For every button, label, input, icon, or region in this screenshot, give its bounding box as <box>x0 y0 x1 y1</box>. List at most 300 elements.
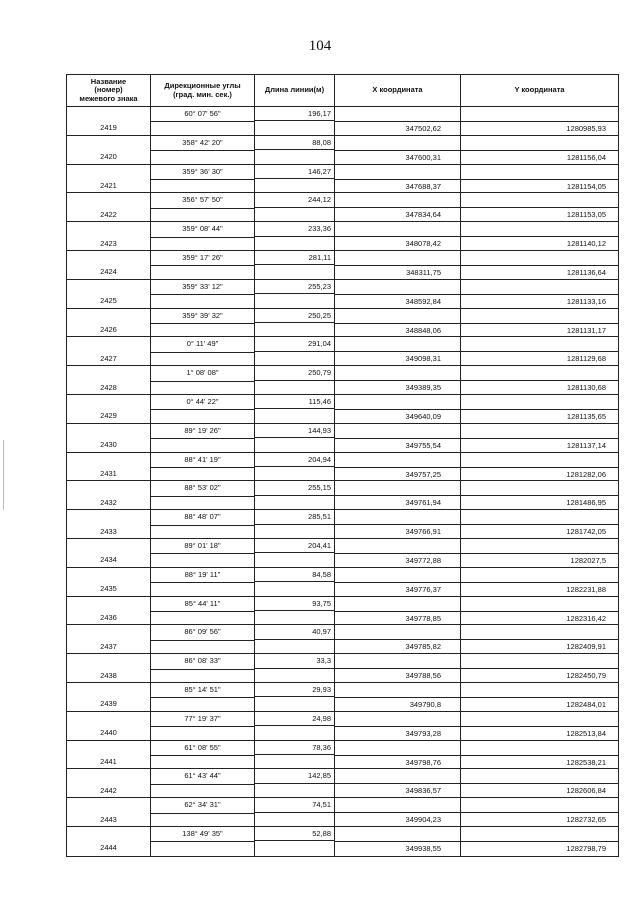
line-length-column-cell <box>255 568 335 596</box>
line-length-cell: 255,15 <box>255 481 334 495</box>
table-row <box>67 597 618 626</box>
direction-angle-column-cell <box>151 136 255 164</box>
line-length-column-cell <box>255 712 335 740</box>
x-coordinate-column-cell <box>335 654 461 682</box>
y-coordinate-column-cell <box>461 798 618 826</box>
direction-angle-cell: 86° 08' 33" <box>151 654 254 669</box>
marker-name-cell: 2427 <box>100 353 117 363</box>
y-coordinate-cell: 1282027,5 <box>461 553 618 567</box>
header-name-column <box>67 75 151 106</box>
x-coordinate-column-cell <box>335 481 461 509</box>
x-coordinate-column-cell <box>335 625 461 653</box>
marker-name-cell: 2422 <box>100 209 117 219</box>
table-row <box>67 741 618 770</box>
direction-angle-column-cell <box>151 741 255 769</box>
direction-angle-cell: 61° 08' 55" <box>151 741 254 756</box>
marker-name-column-cell <box>67 280 151 308</box>
y-coordinate-cell: 1281156,04 <box>461 150 618 164</box>
direction-angle-column-cell <box>151 280 255 308</box>
x-coordinate-cell: 349776,37 <box>335 582 460 596</box>
marker-name-column-cell <box>67 741 151 769</box>
direction-angle-cell: 356° 57' 50" <box>151 193 254 208</box>
table-row <box>67 798 618 827</box>
y-coordinate-column-cell <box>461 827 618 856</box>
direction-angle-column-cell <box>151 568 255 596</box>
y-coordinate-cell: 1282798,79 <box>461 841 618 855</box>
marker-name-cell: 2443 <box>100 814 117 824</box>
marker-name-column-cell <box>67 193 151 221</box>
marker-name-column-cell <box>67 222 151 250</box>
line-length-column-cell <box>255 136 335 164</box>
table-row <box>67 510 618 539</box>
y-coordinate-column-cell <box>461 712 618 740</box>
line-length-column-cell <box>255 683 335 711</box>
table-row <box>67 625 618 654</box>
x-coordinate-column-cell <box>335 827 461 856</box>
line-length-column-cell <box>255 597 335 625</box>
table-row <box>67 481 618 510</box>
x-coordinate-column-cell <box>335 107 461 135</box>
y-coordinate-column-cell <box>461 568 618 596</box>
x-coordinate-column-cell <box>335 222 461 250</box>
header-name-line-1: Название <box>90 76 127 86</box>
table-row <box>67 453 618 482</box>
x-coordinate-column-cell <box>335 683 461 711</box>
marker-name-column-cell <box>67 309 151 337</box>
header-angles-column <box>151 75 255 106</box>
table-row <box>67 193 618 222</box>
x-coordinate-column-cell <box>335 712 461 740</box>
marker-name-cell: 2441 <box>100 756 117 766</box>
y-coordinate-column-cell <box>461 337 618 365</box>
x-coordinate-cell: 348592,84 <box>335 294 460 308</box>
line-length-column-cell <box>255 481 335 509</box>
marker-name-cell: 2419 <box>100 123 117 133</box>
direction-angle-column-cell <box>151 539 255 567</box>
table-row <box>67 136 618 165</box>
table-row <box>67 309 618 338</box>
y-coordinate-cell: 1281140,12 <box>461 236 618 250</box>
x-coordinate-cell: 349778,85 <box>335 611 460 625</box>
x-coordinate-cell: 349389,35 <box>335 380 460 394</box>
direction-angle-cell: 1° 08' 08" <box>151 366 254 381</box>
y-coordinate-cell: 1281129,68 <box>461 351 618 365</box>
direction-angle-column-cell <box>151 769 255 797</box>
x-coordinate-cell: 349836,57 <box>335 783 460 797</box>
y-coordinate-cell: 1281130,68 <box>461 380 618 394</box>
direction-angle-column-cell <box>151 424 255 452</box>
x-coordinate-column-cell <box>335 395 461 423</box>
marker-name-column-cell <box>67 683 151 711</box>
y-coordinate-cell: 1280985,93 <box>461 121 618 135</box>
line-length-cell: 142,85 <box>255 769 334 783</box>
y-coordinate-column-cell <box>461 366 618 394</box>
y-coordinate-cell: 1282484,01 <box>461 697 618 711</box>
table-row <box>67 337 618 366</box>
marker-name-column-cell <box>67 165 151 193</box>
direction-angle-column-cell <box>151 712 255 740</box>
table-row <box>67 366 618 395</box>
marker-name-cell: 2444 <box>100 843 117 853</box>
y-coordinate-column-cell <box>461 165 618 193</box>
marker-name-column-cell <box>67 395 151 423</box>
header-x-column: X координата <box>335 75 461 106</box>
direction-angle-column-cell <box>151 481 255 509</box>
marker-name-cell: 2435 <box>100 584 117 594</box>
marker-name-cell: 2428 <box>100 382 117 392</box>
direction-angle-cell: 89° 19' 26" <box>151 424 254 439</box>
line-length-cell: 255,23 <box>255 280 334 294</box>
marker-name-cell: 2434 <box>100 555 117 565</box>
x-coordinate-cell: 349640,09 <box>335 409 460 423</box>
marker-name-cell: 2424 <box>100 267 117 277</box>
header-angles-line-1: Дирекционные углы <box>164 81 241 90</box>
line-length-cell: 84,58 <box>255 568 334 582</box>
direction-angle-cell: 61° 43' 44" <box>151 769 254 784</box>
line-length-cell: 244,12 <box>255 193 334 207</box>
line-length-column-cell <box>255 165 335 193</box>
direction-angle-cell: 88° 48' 07" <box>151 510 254 525</box>
y-coordinate-cell: 1282231,88 <box>461 582 618 596</box>
x-coordinate-cell: 349788,56 <box>335 668 460 682</box>
line-length-cell: 250,25 <box>255 309 334 323</box>
marker-name-cell: 2432 <box>100 497 117 507</box>
table-row <box>67 539 618 568</box>
marker-name-column-cell <box>67 453 151 481</box>
direction-angle-cell: 0° 44' 22" <box>151 395 254 410</box>
x-coordinate-cell: 347688,37 <box>335 179 460 193</box>
direction-angle-cell: 77° 19' 37" <box>151 712 254 727</box>
x-coordinate-column-cell <box>335 251 461 279</box>
y-coordinate-cell: 1281133,16 <box>461 294 618 308</box>
marker-name-column-cell <box>67 424 151 452</box>
line-length-cell: 29,93 <box>255 683 334 697</box>
marker-name-cell: 2425 <box>100 296 117 306</box>
x-coordinate-column-cell <box>335 769 461 797</box>
direction-angle-cell: 359° 17' 26" <box>151 251 254 266</box>
y-coordinate-cell: 1281153,05 <box>461 207 618 221</box>
marker-name-column-cell <box>67 366 151 394</box>
line-length-column-cell <box>255 510 335 538</box>
line-length-column-cell <box>255 251 335 279</box>
y-coordinate-column-cell <box>461 424 618 452</box>
y-coordinate-column-cell <box>461 453 618 481</box>
coordinates-table <box>66 74 619 857</box>
y-coordinate-cell: 1282316,42 <box>461 611 618 625</box>
line-length-cell: 146,27 <box>255 165 334 179</box>
direction-angle-cell: 0° 11' 49" <box>151 337 254 352</box>
direction-angle-cell: 89° 01' 18" <box>151 539 254 554</box>
y-coordinate-column-cell <box>461 625 618 653</box>
line-length-column-cell <box>255 193 335 221</box>
y-coordinate-column-cell <box>461 654 618 682</box>
line-length-column-cell <box>255 654 335 682</box>
direction-angle-column-cell <box>151 395 255 423</box>
marker-name-column-cell <box>67 712 151 740</box>
y-coordinate-column-cell <box>461 395 618 423</box>
direction-angle-column-cell <box>151 625 255 653</box>
line-length-cell: 115,46 <box>255 395 334 409</box>
x-coordinate-column-cell <box>335 453 461 481</box>
y-coordinate-column-cell <box>461 309 618 337</box>
marker-name-cell: 2429 <box>100 411 117 421</box>
line-length-cell: 24,98 <box>255 712 334 726</box>
x-coordinate-cell: 349798,76 <box>335 755 460 769</box>
direction-angle-column-cell <box>151 453 255 481</box>
y-coordinate-cell: 1282513,84 <box>461 726 618 740</box>
x-coordinate-cell: 349785,82 <box>335 639 460 653</box>
marker-name-column-cell <box>67 798 151 826</box>
direction-angle-cell: 86° 09' 56" <box>151 625 254 640</box>
marker-name-cell: 2426 <box>100 324 117 334</box>
y-coordinate-column-cell <box>461 280 618 308</box>
direction-angle-cell: 359° 39' 32" <box>151 309 254 324</box>
x-coordinate-cell: 348848,06 <box>335 323 460 337</box>
direction-angle-column-cell <box>151 193 255 221</box>
table-row <box>67 769 618 798</box>
line-length-cell: 74,51 <box>255 798 334 812</box>
header-angles-line-2: (град. мин. сек.) <box>173 89 232 99</box>
marker-name-cell: 2421 <box>100 180 117 190</box>
x-coordinate-cell: 349904,23 <box>335 812 460 826</box>
direction-angle-column-cell <box>151 366 255 394</box>
marker-name-column-cell <box>67 136 151 164</box>
table-row <box>67 683 618 712</box>
line-length-cell: 52,88 <box>255 827 334 841</box>
x-coordinate-column-cell <box>335 165 461 193</box>
line-length-column-cell <box>255 222 335 250</box>
line-length-cell: 204,94 <box>255 453 334 467</box>
marker-name-column-cell <box>67 510 151 538</box>
direction-angle-column-cell <box>151 107 255 135</box>
marker-name-column-cell <box>67 827 151 856</box>
y-coordinate-column-cell <box>461 481 618 509</box>
direction-angle-cell: 88° 53' 02" <box>151 481 254 496</box>
y-coordinate-column-cell <box>461 107 618 135</box>
x-coordinate-cell: 349938,55 <box>335 841 460 855</box>
y-coordinate-cell: 1281282,06 <box>461 467 618 481</box>
x-coordinate-column-cell <box>335 366 461 394</box>
x-coordinate-column-cell <box>335 193 461 221</box>
direction-angle-cell: 88° 41' 19" <box>151 453 254 468</box>
table-row <box>67 395 618 424</box>
line-length-column-cell <box>255 453 335 481</box>
marker-name-cell: 2438 <box>100 670 117 680</box>
line-length-cell: 233,36 <box>255 222 334 236</box>
direction-angle-cell: 359° 08' 44" <box>151 222 254 237</box>
line-length-cell: 93,75 <box>255 597 334 611</box>
direction-angle-cell: 138° 49' 35" <box>151 827 254 842</box>
y-coordinate-cell: 1281486,95 <box>461 495 618 509</box>
direction-angle-cell: 85° 44' 11" <box>151 597 254 612</box>
marker-name-column-cell <box>67 568 151 596</box>
y-coordinate-cell: 1281136,64 <box>461 265 618 279</box>
y-coordinate-cell: 1282409,91 <box>461 639 618 653</box>
y-coordinate-cell: 1281154,05 <box>461 179 618 193</box>
table-row <box>67 654 618 683</box>
x-coordinate-column-cell <box>335 280 461 308</box>
direction-angle-column-cell <box>151 222 255 250</box>
x-coordinate-cell: 349098,31 <box>335 351 460 365</box>
x-coordinate-column-cell <box>335 136 461 164</box>
line-length-column-cell <box>255 107 335 135</box>
y-coordinate-cell: 1282450,79 <box>461 668 618 682</box>
y-coordinate-cell: 1282732,65 <box>461 812 618 826</box>
direction-angle-cell: 62° 34' 31" <box>151 798 254 813</box>
table-row <box>67 712 618 741</box>
table-row <box>67 568 618 597</box>
direction-angle-column-cell <box>151 827 255 856</box>
line-length-cell: 78,36 <box>255 741 334 755</box>
table-row <box>67 280 618 309</box>
marker-name-column-cell <box>67 251 151 279</box>
x-coordinate-cell: 349761,94 <box>335 495 460 509</box>
x-coordinate-column-cell <box>335 798 461 826</box>
x-coordinate-column-cell <box>335 741 461 769</box>
y-coordinate-column-cell <box>461 597 618 625</box>
x-coordinate-cell: 347834,64 <box>335 207 460 221</box>
x-coordinate-cell: 348311,75 <box>335 265 460 279</box>
margin-mark <box>3 440 4 510</box>
x-coordinate-cell: 349790,8 <box>335 697 460 711</box>
x-coordinate-column-cell <box>335 424 461 452</box>
direction-angle-column-cell <box>151 798 255 826</box>
header-y-column: Y координата <box>514 85 565 95</box>
line-length-cell: 204,41 <box>255 539 334 553</box>
direction-angle-cell: 358° 42' 20" <box>151 136 254 151</box>
x-coordinate-cell: 349755,54 <box>335 438 460 452</box>
marker-name-cell: 2430 <box>100 440 117 450</box>
x-coordinate-column-cell <box>335 337 461 365</box>
direction-angle-column-cell <box>151 654 255 682</box>
x-coordinate-cell: 349772,88 <box>335 553 460 567</box>
marker-name-column-cell <box>67 337 151 365</box>
marker-name-cell: 2420 <box>100 152 117 162</box>
line-length-column-cell <box>255 309 335 337</box>
line-length-cell: 33,3 <box>255 654 334 668</box>
y-coordinate-cell: 1281137,14 <box>461 438 618 452</box>
y-coordinate-cell: 1282538,21 <box>461 755 618 769</box>
table-row <box>67 827 618 856</box>
page-number: 104 <box>308 38 332 54</box>
line-length-column-cell <box>255 827 335 856</box>
table-header <box>67 75 618 107</box>
direction-angle-cell: 359° 33' 12" <box>151 280 254 295</box>
y-coordinate-column-cell <box>461 251 618 279</box>
marker-name-cell: 2439 <box>100 699 117 709</box>
direction-angle-column-cell <box>151 309 255 337</box>
marker-name-cell: 2436 <box>100 612 117 622</box>
direction-angle-cell: 88° 19' 11" <box>151 568 254 583</box>
marker-name-column-cell <box>67 539 151 567</box>
line-length-cell: 88,08 <box>255 136 334 150</box>
x-coordinate-column-cell <box>335 510 461 538</box>
line-length-cell: 281,11 <box>255 251 334 265</box>
marker-name-cell: 2423 <box>100 238 117 248</box>
x-coordinate-cell: 349793,28 <box>335 726 460 740</box>
marker-name-column-cell <box>67 769 151 797</box>
x-coordinate-cell: 347502,62 <box>335 121 460 135</box>
y-coordinate-cell: 1281742,05 <box>461 524 618 538</box>
direction-angle-cell: 85° 14' 51" <box>151 683 254 698</box>
y-coordinate-column-cell <box>461 769 618 797</box>
line-length-column-cell <box>255 366 335 394</box>
y-coordinate-cell: 1282606,84 <box>461 783 618 797</box>
y-coordinate-column-cell <box>461 539 618 567</box>
line-length-cell: 250,79 <box>255 366 334 380</box>
line-length-cell: 291,04 <box>255 337 334 351</box>
marker-name-column-cell <box>67 107 151 135</box>
direction-angle-column-cell <box>151 597 255 625</box>
y-coordinate-cell: 1281131,17 <box>461 323 618 337</box>
table-row <box>67 424 618 453</box>
y-coordinate-column-cell <box>461 683 618 711</box>
line-length-column-cell <box>255 424 335 452</box>
marker-name-column-cell <box>67 654 151 682</box>
direction-angle-column-cell <box>151 510 255 538</box>
y-coordinate-column-cell <box>461 193 618 221</box>
direction-angle-column-cell <box>151 683 255 711</box>
line-length-column-cell <box>255 625 335 653</box>
line-length-column-cell <box>255 337 335 365</box>
line-length-cell: 196,17 <box>255 107 334 121</box>
line-length-cell: 144,93 <box>255 424 334 438</box>
direction-angle-column-cell <box>151 337 255 365</box>
header-name-line-2: (номер) <box>94 85 123 95</box>
table-row <box>67 165 618 194</box>
x-coordinate-column-cell <box>335 539 461 567</box>
table-body <box>67 107 618 856</box>
x-coordinate-column-cell <box>335 597 461 625</box>
y-coordinate-column-cell <box>461 741 618 769</box>
header-length-column: Длина линии(м) <box>255 75 335 106</box>
marker-name-column-cell <box>67 625 151 653</box>
x-coordinate-column-cell <box>335 568 461 596</box>
direction-angle-column-cell <box>151 165 255 193</box>
y-coordinate-column-cell <box>461 510 618 538</box>
x-coordinate-cell: 347600,31 <box>335 150 460 164</box>
marker-name-cell: 2437 <box>100 641 117 651</box>
line-length-column-cell <box>255 280 335 308</box>
marker-name-column-cell <box>67 597 151 625</box>
marker-name-cell: 2440 <box>100 728 117 738</box>
line-length-cell: 40,97 <box>255 625 334 639</box>
line-length-column-cell <box>255 741 335 769</box>
marker-name-column-cell <box>67 481 151 509</box>
y-coordinate-column-cell <box>461 222 618 250</box>
table-row <box>67 222 618 251</box>
x-coordinate-column-cell <box>335 309 461 337</box>
line-length-cell: 285,51 <box>255 510 334 524</box>
direction-angle-cell: 359° 36' 30" <box>151 165 254 180</box>
line-length-column-cell <box>255 769 335 797</box>
marker-name-cell: 2442 <box>100 785 117 795</box>
line-length-column-cell <box>255 798 335 826</box>
direction-angle-column-cell <box>151 251 255 279</box>
y-coordinate-cell: 1281135,65 <box>461 409 618 423</box>
marker-name-cell: 2433 <box>100 526 117 536</box>
direction-angle-cell: 60° 07' 56" <box>151 107 254 122</box>
marker-name-cell: 2431 <box>100 468 117 478</box>
line-length-column-cell <box>255 395 335 423</box>
y-coordinate-column-cell <box>461 136 618 164</box>
x-coordinate-cell: 349757,25 <box>335 467 460 481</box>
header-name-line-3: межевого знака <box>79 93 138 103</box>
table-row <box>67 107 618 136</box>
line-length-column-cell <box>255 539 335 567</box>
x-coordinate-cell: 348078,42 <box>335 236 460 250</box>
x-coordinate-cell: 349766,91 <box>335 524 460 538</box>
